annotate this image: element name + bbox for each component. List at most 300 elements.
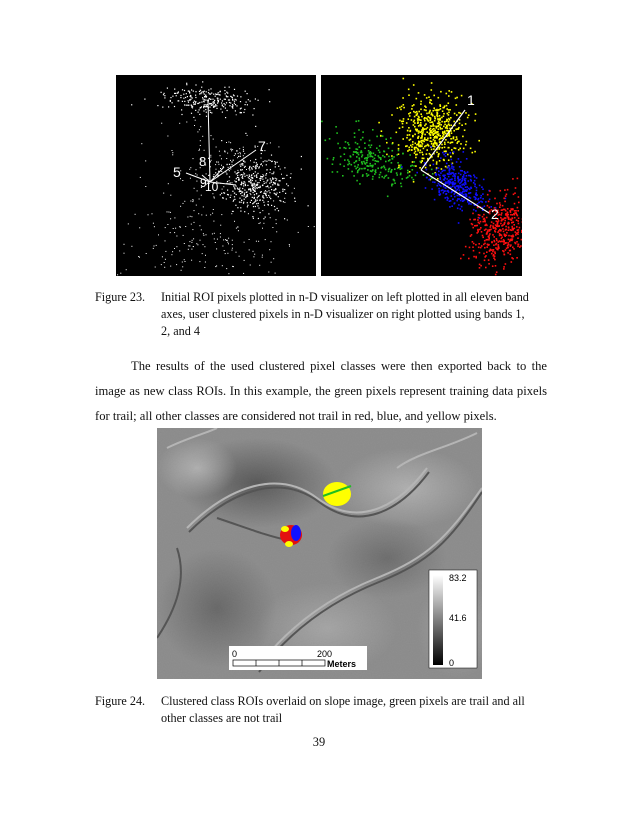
- scatter-point: [453, 151, 455, 153]
- scatter-point: [268, 272, 269, 273]
- scatter-point: [507, 189, 509, 191]
- scatter-point: [477, 229, 479, 231]
- scatter-point: [441, 128, 443, 130]
- scatter-point: [191, 242, 192, 243]
- scatter-point: [398, 153, 400, 155]
- scatter-point: [462, 179, 464, 181]
- scatter-point: [284, 218, 285, 219]
- scatter-point: [503, 209, 505, 211]
- scatter-point: [379, 152, 381, 154]
- scatter-point: [340, 164, 342, 166]
- scatter-point: [447, 198, 449, 200]
- scatter-point: [458, 185, 460, 187]
- scatter-point: [355, 121, 357, 123]
- scatter-point: [401, 121, 403, 123]
- scatter-point: [368, 145, 370, 147]
- scatter-point: [268, 187, 269, 188]
- scatter-point: [367, 165, 369, 167]
- scatter-point: [204, 100, 205, 101]
- scatter-point: [202, 136, 203, 137]
- scatter-point: [265, 193, 266, 194]
- scatter-point: [242, 176, 243, 177]
- scatter-point: [244, 211, 245, 212]
- scatter-point: [391, 184, 393, 186]
- scatter-point: [197, 190, 198, 191]
- scatter-point: [153, 223, 154, 224]
- scatter-point: [255, 186, 256, 187]
- scatter-point: [226, 198, 227, 199]
- scatter-point: [179, 250, 180, 251]
- scatter-point: [249, 166, 250, 167]
- scatter-point: [458, 181, 460, 183]
- scatter-point: [420, 146, 422, 148]
- scatter-point: [473, 182, 475, 184]
- scatter-point: [230, 142, 231, 143]
- scatter-point: [187, 217, 188, 218]
- scatter-point: [437, 134, 439, 136]
- scatter-point: [458, 222, 460, 224]
- scatter-point: [420, 122, 422, 124]
- scatter-point: [179, 226, 180, 227]
- scatter-point: [201, 214, 202, 215]
- scatter-point: [239, 191, 240, 192]
- colorbar: [429, 570, 477, 668]
- scatter-point: [185, 226, 186, 227]
- scatter-point: [382, 135, 384, 137]
- scatter-point: [378, 122, 380, 124]
- scatter-point: [170, 212, 171, 213]
- scatter-point: [367, 169, 369, 171]
- scatter-point: [399, 107, 401, 109]
- scatter-point: [248, 213, 249, 214]
- scatter-point: [221, 214, 222, 215]
- scatter-point: [167, 211, 168, 212]
- scatter-point: [224, 103, 225, 104]
- scatter-point: [489, 199, 491, 201]
- scatter-point: [396, 174, 398, 176]
- scatter-point: [467, 171, 469, 173]
- figure24-caption-line: Clustered class ROIs overlaid on slope image, green pixels are trail and all: [161, 694, 525, 708]
- scatter-point: [181, 109, 182, 110]
- scatter-point: [413, 84, 415, 86]
- scatter-point: [259, 265, 260, 266]
- scatter-point: [161, 264, 162, 265]
- scatter-point: [409, 149, 411, 151]
- scatter-point: [452, 182, 454, 184]
- scatter-point: [436, 152, 438, 154]
- scatter-point: [213, 94, 214, 95]
- scatter-point: [245, 166, 246, 167]
- scatter-point: [454, 180, 456, 182]
- scatter-point: [436, 136, 438, 138]
- scatter-point: [414, 134, 416, 136]
- scatter-point: [517, 210, 519, 212]
- scatter-point: [449, 119, 451, 121]
- scatter-point: [174, 89, 175, 90]
- scatter-point: [492, 227, 494, 229]
- scatter-point: [234, 196, 235, 197]
- scatter-point: [415, 157, 417, 159]
- scatter-point: [182, 180, 183, 181]
- scatter-point: [455, 183, 457, 185]
- scatter-point: [190, 96, 191, 97]
- scatter-point: [265, 190, 266, 191]
- scatter-point: [504, 201, 506, 203]
- scatter-point: [448, 159, 450, 161]
- scatter-point: [468, 258, 470, 260]
- scatter-point: [214, 100, 215, 101]
- scatter-point: [498, 241, 500, 243]
- scatter-point: [181, 114, 182, 115]
- scatter-point: [503, 254, 505, 256]
- scatter-point: [476, 194, 478, 196]
- scatter-point: [412, 141, 414, 143]
- scatter-point: [451, 165, 453, 167]
- scatter-point: [192, 199, 193, 200]
- scatter-point: [347, 159, 349, 161]
- scatter-point: [176, 95, 177, 96]
- scatter-point: [480, 197, 482, 199]
- scatter-point: [244, 153, 245, 154]
- scatter-point: [222, 104, 223, 105]
- scatter-point: [371, 155, 373, 157]
- scatter-point: [212, 99, 213, 100]
- scatter-point: [266, 186, 267, 187]
- scatter-point: [269, 89, 270, 90]
- scatter-point: [276, 219, 277, 220]
- scatter-point: [212, 102, 213, 103]
- scatter-point: [257, 200, 258, 201]
- scatter-point: [403, 104, 405, 106]
- scatter-point: [475, 244, 477, 246]
- scatter-point: [383, 177, 385, 179]
- scatter-point: [231, 150, 232, 151]
- scatter-point: [213, 221, 214, 222]
- scatter-point: [191, 89, 192, 90]
- scatter-point: [144, 99, 145, 100]
- scatter-point: [422, 127, 424, 129]
- scatter-point: [240, 207, 241, 208]
- scatter-point: [451, 191, 453, 193]
- scatter-point: [214, 198, 215, 199]
- scatter-point: [478, 214, 480, 216]
- scatter-point: [443, 179, 445, 181]
- scatter-point: [335, 126, 337, 128]
- scatter-point: [451, 205, 453, 207]
- scatter-point: [249, 176, 250, 177]
- scatter-point: [491, 241, 493, 243]
- scatter-point: [226, 268, 227, 269]
- scatter-point: [408, 118, 410, 120]
- scatter-point: [507, 252, 509, 254]
- scalebar-mid-label: 200: [317, 649, 333, 659]
- scatter-point: [271, 180, 272, 181]
- scatter-point: [175, 228, 176, 229]
- scatter-point: [504, 235, 506, 237]
- scatter-point: [244, 260, 245, 261]
- scatter-point: [174, 106, 175, 107]
- left-axes: [186, 100, 256, 185]
- scatter-point: [359, 159, 361, 161]
- scatter-point: [487, 229, 489, 231]
- scatter-point: [455, 98, 457, 100]
- scatter-point: [442, 171, 444, 173]
- scatter-point: [378, 155, 380, 157]
- scatter-point: [438, 109, 440, 111]
- scatter-point: [215, 242, 216, 243]
- scatter-point: [228, 238, 229, 239]
- scatter-point: [213, 209, 214, 210]
- scatter-point: [211, 93, 212, 94]
- scatter-point: [205, 104, 206, 105]
- scatter-point: [270, 169, 271, 170]
- scatter-point: [336, 132, 338, 134]
- scatter-point: [240, 169, 241, 170]
- scatter-point: [203, 110, 204, 111]
- scatter-point: [455, 129, 457, 131]
- scatter-point: [238, 156, 239, 157]
- scatter-point: [490, 225, 492, 227]
- scatter-point: [193, 117, 194, 118]
- scatter-point: [348, 144, 350, 146]
- scatter-point: [509, 241, 511, 243]
- scatter-point: [401, 166, 403, 168]
- scatter-point: [513, 248, 515, 250]
- scatter-point: [406, 137, 408, 139]
- scatter-point: [460, 258, 462, 260]
- scatter-point: [213, 106, 214, 107]
- scatter-point: [452, 186, 454, 188]
- scatter-point: [470, 203, 472, 205]
- scatter-point: [362, 174, 364, 176]
- scatter-point: [422, 143, 424, 145]
- scatter-point: [512, 247, 514, 249]
- scatter-point: [470, 148, 472, 150]
- scatter-point: [262, 197, 263, 198]
- scatter-point: [230, 160, 231, 161]
- scatter-point: [434, 120, 436, 122]
- scatter-point: [458, 149, 460, 151]
- body-paragraph: [95, 354, 547, 429]
- scatter-point: [418, 132, 420, 134]
- scatter-point: [200, 93, 201, 94]
- scatter-point: [232, 164, 233, 165]
- scatter-point: [456, 161, 458, 163]
- scatter-point: [228, 142, 229, 143]
- scatter-point: [482, 193, 484, 195]
- scatter-point: [501, 241, 503, 243]
- scatter-point: [474, 151, 476, 153]
- scatter-point: [454, 196, 456, 198]
- scatter-point: [486, 225, 488, 227]
- scatter-point: [258, 196, 259, 197]
- scatter-point: [424, 134, 426, 136]
- scatter-point: [519, 246, 521, 248]
- scatter-point: [239, 202, 240, 203]
- scatter-point: [271, 155, 272, 156]
- scatter-point: [501, 214, 503, 216]
- scatter-point: [165, 227, 166, 228]
- scatter-point: [200, 107, 201, 108]
- scatter-point: [288, 185, 289, 186]
- scatter-point: [451, 163, 453, 165]
- scatter-point: [401, 178, 403, 180]
- scatter-point: [432, 121, 434, 123]
- scatter-point: [362, 154, 364, 156]
- scatter-point: [237, 207, 238, 208]
- scatter-point: [441, 117, 443, 119]
- scatter-point: [369, 153, 371, 155]
- scatter-point: [514, 192, 516, 194]
- scatter-point: [412, 105, 414, 107]
- scatter-point: [274, 206, 275, 207]
- scatter-point: [168, 183, 169, 184]
- scatter-point: [408, 147, 410, 149]
- scatter-point: [173, 228, 174, 229]
- scatter-point: [393, 179, 395, 181]
- scatter-point: [236, 99, 237, 100]
- scatter-point: [382, 155, 384, 157]
- scatter-point: [381, 167, 383, 169]
- scatter-point: [267, 143, 268, 144]
- scatter-point: [420, 125, 422, 127]
- scatter-point: [235, 153, 236, 154]
- scatter-point: [191, 249, 192, 250]
- scatter-point: [510, 219, 512, 221]
- scatter-point: [479, 264, 481, 266]
- scatter-point: [428, 112, 430, 114]
- scatter-point: [185, 261, 186, 262]
- scatter-point: [423, 141, 425, 143]
- scatter-point: [434, 130, 436, 132]
- scatter-point: [253, 192, 254, 193]
- scatter-point: [255, 180, 256, 181]
- scatter-point: [206, 100, 207, 101]
- scatter-point: [255, 167, 256, 168]
- scatter-point: [413, 104, 415, 106]
- scatter-point: [255, 171, 256, 172]
- scatter-point: [239, 198, 240, 199]
- scatter-point: [377, 168, 379, 170]
- scatter-point: [476, 187, 478, 189]
- scatter-point: [492, 251, 494, 253]
- scatter-point: [243, 161, 244, 162]
- scatter-point: [249, 174, 250, 175]
- scatter-point: [417, 122, 419, 124]
- scatter-point: [512, 228, 514, 230]
- scatter-point: [348, 161, 350, 163]
- scatter-point: [260, 199, 261, 200]
- scatter-point: [189, 99, 190, 100]
- scatter-point: [240, 108, 241, 109]
- scalebar: [229, 646, 367, 670]
- scatter-point: [515, 210, 517, 212]
- scatter-point: [247, 196, 248, 197]
- figure23-left-scatter: [116, 75, 316, 276]
- scatter-point: [475, 210, 477, 212]
- scatter-point: [441, 190, 443, 192]
- scatter-point: [484, 247, 486, 249]
- scatter-point: [409, 154, 411, 156]
- scatter-point: [457, 195, 459, 197]
- scatter-point: [237, 96, 238, 97]
- scatter-point: [256, 203, 257, 204]
- scatter-point: [165, 240, 166, 241]
- scatter-point: [361, 162, 363, 164]
- scatter-point: [493, 244, 495, 246]
- scatter-point: [424, 109, 426, 111]
- scatter-point: [194, 222, 195, 223]
- scatter-point: [180, 206, 181, 207]
- scatter-point: [238, 179, 239, 180]
- scatter-point: [301, 169, 302, 170]
- scatter-point: [252, 114, 253, 115]
- figure24-caption-text: [161, 693, 561, 727]
- scatter-point: [278, 166, 279, 167]
- scatter-point: [443, 113, 445, 115]
- scatter-point: [194, 125, 195, 126]
- scatter-point: [365, 163, 367, 165]
- scatter-point: [429, 129, 431, 131]
- scatter-point: [479, 185, 481, 187]
- scatter-point: [180, 95, 181, 96]
- scatter-point: [446, 125, 448, 127]
- scatter-point: [426, 139, 428, 141]
- scatter-point: [350, 155, 352, 157]
- scatter-point: [262, 176, 263, 177]
- scatter-point: [379, 174, 381, 176]
- scatter-point: [241, 183, 242, 184]
- scatter-point: [500, 223, 502, 225]
- scatter-point: [439, 122, 441, 124]
- scatter-point: [233, 160, 234, 161]
- scatter-point: [186, 84, 187, 85]
- scatter-point: [281, 174, 282, 175]
- scatter-point: [442, 152, 444, 154]
- scatter-point: [210, 88, 211, 89]
- scatter-point: [449, 173, 451, 175]
- scatter-point: [458, 158, 460, 160]
- scatter-point: [263, 202, 264, 203]
- scatter-point: [211, 103, 212, 104]
- scatter-point: [347, 164, 349, 166]
- scatter-point: [438, 129, 440, 131]
- scatter-point: [243, 185, 244, 186]
- scatter-point: [466, 175, 468, 177]
- scatter-point: [422, 154, 424, 156]
- scatter-point: [510, 254, 512, 256]
- scatter-point: [444, 142, 446, 144]
- scatter-point: [400, 164, 402, 166]
- scatter-point: [251, 177, 252, 178]
- scatter-point: [436, 109, 438, 111]
- scatter-point: [390, 137, 392, 139]
- scatter-point: [244, 194, 245, 195]
- scatter-point: [211, 105, 212, 106]
- scatter-point: [465, 246, 467, 248]
- scatter-point: [504, 220, 506, 222]
- scatter-point: [439, 160, 441, 162]
- scatter-point: [269, 249, 270, 250]
- scatter-point: [446, 182, 448, 184]
- scatter-point: [425, 110, 427, 112]
- scatter-point: [195, 102, 196, 103]
- scatter-point: [283, 189, 284, 190]
- scatter-point: [269, 197, 270, 198]
- scatter-point: [250, 182, 251, 183]
- scatter-point: [440, 108, 442, 110]
- scatter-point: [437, 178, 439, 180]
